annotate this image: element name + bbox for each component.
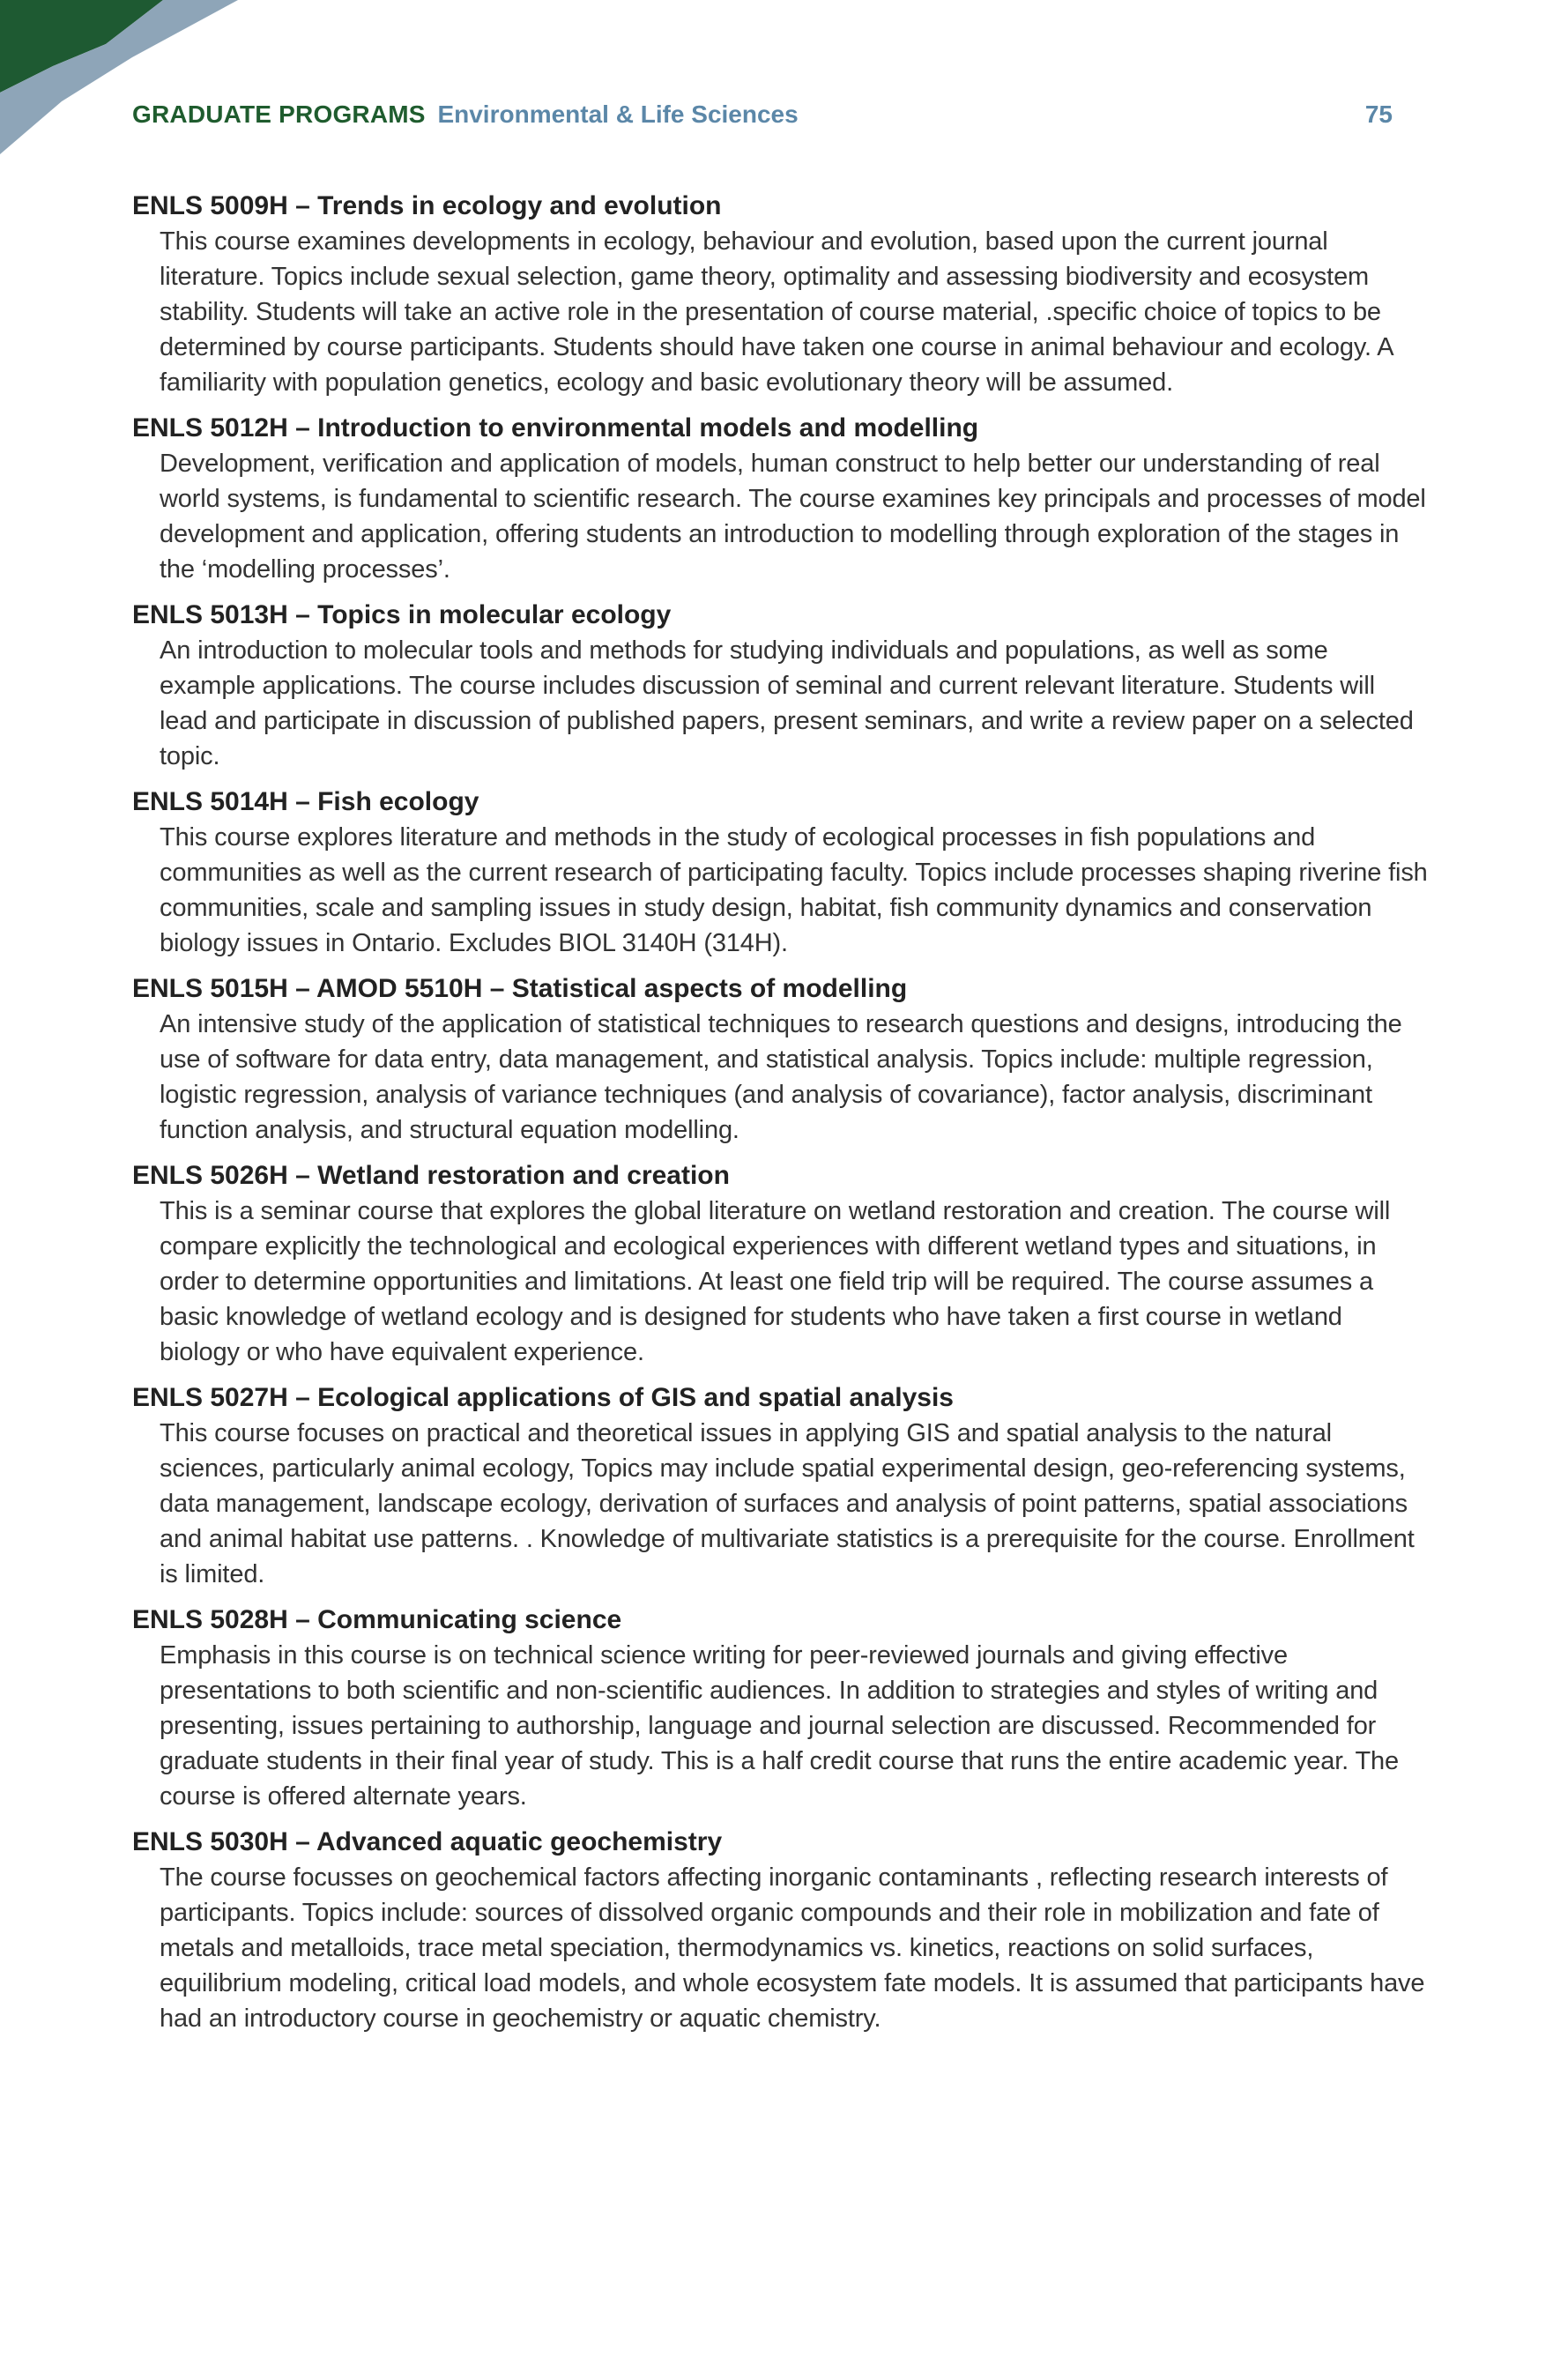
course-entry [132, 1380, 1428, 1592]
page-number: 75 [1364, 100, 1393, 128]
course-description: An introduction to molecular tools and methods for studying individuals and populations, as well as some example applications. The course includes discussion of seminal and current relevant literature. Students will lead and participate in discussion of published papers, present seminars, and write a review paper on a selected topic. [160, 636, 1414, 770]
course-title: ENLS 5009H – Trends in ecology and evolution [132, 191, 722, 220]
course-list [132, 189, 1428, 2047]
course-description: This course focuses on practical and theoretical issues in applying GIS and spatial analysis to the natural sciences, particularly animal ecology, Topics may include spatial experimental design, geo-referencing systems, data management, landscape ecology, derivation of surfaces and analysis of point patterns, spatial associations and animal habitat use patterns. . Knowledge of multivariate statistics is a prerequisite for the course. Enrollment is limited. [160, 1419, 1415, 1588]
header-subsection: Environmental & Life Sciences [437, 100, 799, 128]
page-header [132, 95, 1393, 134]
course-description: This is a seminar course that explores the global literature on wetland restoration and creation. The course will compare explicitly the technological and ecological experiences with different wetland types and situations, in order to determine opportunities and limitations. At least one field trip will be required. The course assumes a basic knowledge of wetland ecology and is designed for students who have taken a first course in wetland biology or who have equivalent experience. [160, 1197, 1391, 1366]
course-description: The course focusses on geochemical factors affecting inorganic contaminants , reflecting research interests of participants. Topics include: sources of dissolved organic compounds and their role in mobilization and fate of metals and metalloids, trace metal speciation, thermodynamics vs. kinetics, reactions on solid surfaces, equilibrium modeling, critical load models, and whole ecosystem fate models. It is assumed that participants have had an introductory course in geochemistry or aquatic chemistry. [160, 1863, 1425, 2033]
course-description: This course explores literature and methods in the study of ecological processes in fish populations and communities as well as the current research of participating faculty. Topics include processes shaping riverine fish communities, scale and sampling issues in study design, habitat, fish community dynamics and conservation biology issues in Ontario. Excludes BIOL 3140H (314H). [160, 823, 1428, 957]
corner-decoration [0, 0, 256, 167]
course-description: This course examines developments in ecology, behaviour and evolution, based upon the current journal literature. Topics include sexual selection, game theory, optimality and assessing biodiversity and ecosystem stability. Students will take an active role in the presentation of course material, .specific choice of topics to be determined by course participants. Students should have taken one course in animal behaviour and ecology. A familiarity with population genetics, ecology and basic evolutionary theory will be assumed. [160, 227, 1393, 397]
course-title: ENLS 5027H – Ecological applications of GIS and spatial analysis [132, 1383, 954, 1412]
course-entry [132, 1603, 1428, 1814]
course-title: ENLS 5015H – AMOD 5510H – Statistical aspects of modelling [132, 974, 908, 1003]
course-title: ENLS 5030H – Advanced aquatic geochemistry [132, 1827, 723, 1856]
course-entry [132, 598, 1428, 774]
course-entry [132, 411, 1428, 587]
course-description: Emphasis in this course is on technical science writing for peer-reviewed journals and giving effective presentations to both scientific and non-scientific audiences. In addition to strategies and styles of writing and presenting, issues pertaining to authorship, language and journal selection are discussed. Recommended for graduate students in their final year of study. This is a half credit course that runs the entire academic year. The course is offered alternate years. [160, 1641, 1399, 1811]
course-entry [132, 785, 1428, 961]
course-title: ENLS 5013H – Topics in molecular ecology [132, 600, 672, 629]
course-entry [132, 1825, 1428, 2036]
course-description: Development, verification and application of models, human construct to help better our understanding of real world systems, is fundamental to scientific research. The course examines key principals and processes of model development and application, offering students an introduction to modelling through exploration of the stages in the ‘modelling processes’. [160, 450, 1426, 584]
course-title: ENLS 5028H – Communicating science [132, 1605, 622, 1634]
header-section: GRADUATE PROGRAMS [132, 100, 426, 128]
course-title: ENLS 5012H – Introduction to environmental models and modelling [132, 413, 979, 443]
course-entry [132, 189, 1428, 400]
course-title: ENLS 5026H – Wetland restoration and creation [132, 1161, 730, 1190]
course-entry [132, 1158, 1428, 1370]
course-description: An intensive study of the application of statistical techniques to research questions and designs, introducing the use of software for data entry, data management, and statistical analysis. Topics include: multiple regression, logistic regression, analysis of variance techniques (and analysis of covariance), factor analysis, discriminant function analysis, and structural equation modelling. [160, 1010, 1402, 1144]
course-title: ENLS 5014H – Fish ecology [132, 787, 479, 816]
course-entry [132, 971, 1428, 1148]
